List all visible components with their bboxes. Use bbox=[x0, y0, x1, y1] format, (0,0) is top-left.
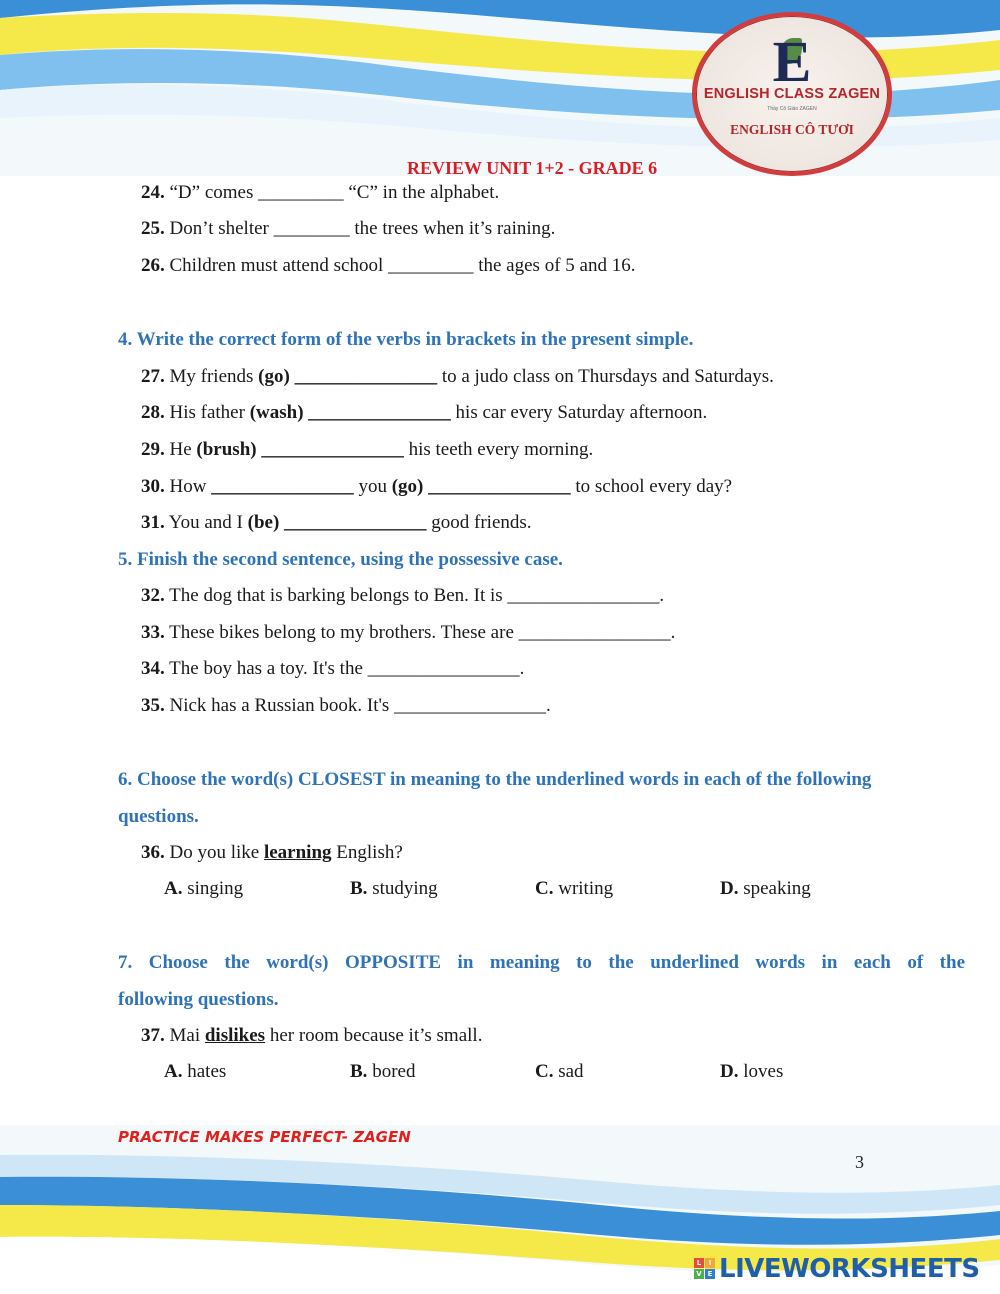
liveworksheets-grid-icon bbox=[694, 1258, 716, 1280]
question-number: 34. bbox=[141, 658, 165, 679]
question-text: His father bbox=[164, 402, 250, 423]
option-a[interactable] bbox=[164, 1060, 226, 1084]
question-36 bbox=[141, 841, 403, 865]
question-27 bbox=[141, 365, 774, 389]
option-b[interactable] bbox=[350, 877, 438, 901]
option-letter: C. bbox=[535, 878, 554, 899]
option-text: writing bbox=[553, 878, 614, 899]
option-letter: A. bbox=[164, 1061, 183, 1082]
option-d[interactable] bbox=[720, 877, 811, 901]
question-text[interactable]: Nick has a Russian book. It's ________________. bbox=[164, 695, 551, 716]
question-28 bbox=[141, 401, 707, 425]
section-6-heading: 6. Choose the word(s) CLOSEST in meaning to the underlined words in each of the following bbox=[118, 769, 872, 790]
question-37 bbox=[141, 1024, 482, 1048]
verb-hint: (go) bbox=[258, 366, 290, 387]
underlined-word: learning bbox=[263, 842, 332, 863]
section-7-heading-cont: following questions. bbox=[118, 989, 279, 1010]
option-text: sad bbox=[553, 1061, 584, 1082]
option-text: studying bbox=[367, 878, 438, 899]
answer-blank[interactable]: _______________ bbox=[256, 439, 404, 460]
question-29 bbox=[141, 438, 593, 462]
question-text[interactable]: The boy has a toy. It's the ________________. bbox=[164, 658, 525, 679]
option-text: loves bbox=[738, 1061, 784, 1082]
grid-letter: V bbox=[694, 1269, 704, 1279]
answer-blank[interactable]: _______________ bbox=[279, 512, 427, 533]
question-text: Mai bbox=[164, 1025, 205, 1046]
section-6-heading-cont: questions. bbox=[118, 806, 199, 827]
question-31 bbox=[141, 511, 532, 535]
question-number: 27. bbox=[141, 366, 165, 387]
question-26 bbox=[141, 254, 635, 278]
grid-letter: E bbox=[705, 1269, 715, 1279]
option-letter: B. bbox=[350, 878, 368, 899]
option-text: bored bbox=[367, 1061, 416, 1082]
question-text[interactable]: The dog that is barking belongs to Ben. It is ________________. bbox=[164, 585, 665, 606]
question-number: 36. bbox=[141, 842, 165, 863]
question-text: her room because it’s small. bbox=[265, 1025, 483, 1046]
verb-hint: (wash) bbox=[249, 402, 304, 423]
question-number: 35. bbox=[141, 695, 165, 716]
logo-title: ENGLISH CLASS ZAGEN bbox=[703, 86, 881, 102]
question-text: Children must attend school _________ the ages of 5 and 16. bbox=[164, 255, 636, 276]
verb-hint: (be) bbox=[247, 512, 280, 533]
option-letter: D. bbox=[720, 878, 739, 899]
option-d[interactable] bbox=[720, 1060, 783, 1084]
answer-blank[interactable]: _______________ bbox=[423, 476, 571, 497]
page-title: REVIEW UNIT 1+2 - GRADE 6 bbox=[407, 158, 658, 178]
question-text: his car every Saturday afternoon. bbox=[450, 402, 708, 423]
question-text: to school every day? bbox=[570, 476, 733, 497]
section-4-heading: 4. Write the correct form of the verbs in brackets in the present simple. bbox=[118, 329, 694, 350]
option-a[interactable] bbox=[164, 877, 243, 901]
question-text: to a judo class on Thursdays and Saturdays. bbox=[437, 366, 774, 387]
question-33 bbox=[141, 621, 675, 645]
question-text: You and I bbox=[164, 512, 248, 533]
question-number: 25. bbox=[141, 218, 165, 239]
question-text: He bbox=[164, 439, 197, 460]
question-text: English? bbox=[331, 842, 403, 863]
footer-motto: PRACTICE MAKES PERFECT- ZAGEN bbox=[118, 1128, 411, 1146]
question-32 bbox=[141, 584, 664, 608]
question-number: 24. bbox=[141, 182, 165, 203]
question-number: 32. bbox=[141, 585, 165, 606]
question-35 bbox=[141, 694, 551, 718]
option-text: singing bbox=[182, 878, 244, 899]
section-7-heading: 7. Choose the word(s) OPPOSITE in meaning to the underlined words in each of the bbox=[118, 952, 965, 973]
option-letter: D. bbox=[720, 1061, 739, 1082]
option-letter: A. bbox=[164, 878, 183, 899]
question-text[interactable]: These bikes belong to my brothers. These are ________________. bbox=[164, 622, 676, 643]
verb-hint: (brush) bbox=[196, 439, 257, 460]
question-number: 28. bbox=[141, 402, 165, 423]
class-logo bbox=[692, 12, 892, 176]
logo-tagline: Thầy Cô Giáo ZAGEN bbox=[767, 106, 817, 112]
grid-letter: I bbox=[705, 1258, 715, 1268]
logo-letter: E bbox=[772, 29, 812, 94]
page-number: 3 bbox=[855, 1152, 864, 1172]
answer-blank[interactable]: _______________ bbox=[289, 366, 438, 387]
option-c[interactable] bbox=[535, 877, 613, 901]
question-number: 30. bbox=[141, 476, 165, 497]
question-text: Do you like bbox=[164, 842, 264, 863]
logo-subtitle: ENGLISH CÔ TƯƠI bbox=[730, 122, 854, 137]
question-number: 33. bbox=[141, 622, 165, 643]
question-number: 29. bbox=[141, 439, 165, 460]
option-text: speaking bbox=[738, 878, 811, 899]
question-text: you bbox=[353, 476, 392, 497]
option-text: hates bbox=[182, 1061, 227, 1082]
section-5-heading: 5. Finish the second sentence, using the possessive case. bbox=[118, 549, 563, 570]
option-letter: B. bbox=[350, 1061, 368, 1082]
verb-hint: (go) bbox=[391, 476, 424, 497]
question-30 bbox=[141, 475, 732, 499]
answer-blank[interactable]: _______________ bbox=[211, 476, 354, 497]
question-34 bbox=[141, 657, 524, 681]
question-text: My friends bbox=[164, 366, 259, 387]
question-25 bbox=[141, 217, 555, 241]
answer-blank[interactable]: _______________ bbox=[303, 402, 451, 423]
question-number: 37. bbox=[141, 1025, 165, 1046]
question-text: good friends. bbox=[426, 512, 532, 533]
underlined-word: dislikes bbox=[204, 1025, 266, 1046]
question-24 bbox=[141, 181, 499, 205]
option-c[interactable] bbox=[535, 1060, 584, 1084]
question-text: his teeth every morning. bbox=[403, 439, 594, 460]
option-b[interactable] bbox=[350, 1060, 415, 1084]
grid-letter: L bbox=[694, 1258, 704, 1268]
question-text: How bbox=[164, 476, 212, 497]
question-text: Don’t shelter ________ the trees when it’s raining. bbox=[164, 218, 556, 239]
option-letter: C. bbox=[535, 1061, 554, 1082]
question-number: 31. bbox=[141, 512, 165, 533]
question-number: 26. bbox=[141, 255, 165, 276]
question-text: “D” comes _________ “C” in the alphabet. bbox=[164, 182, 500, 203]
liveworksheets-wordmark: LIVEWORKSHEETS bbox=[719, 1254, 980, 1284]
liveworksheets-logo[interactable] bbox=[694, 1252, 994, 1286]
